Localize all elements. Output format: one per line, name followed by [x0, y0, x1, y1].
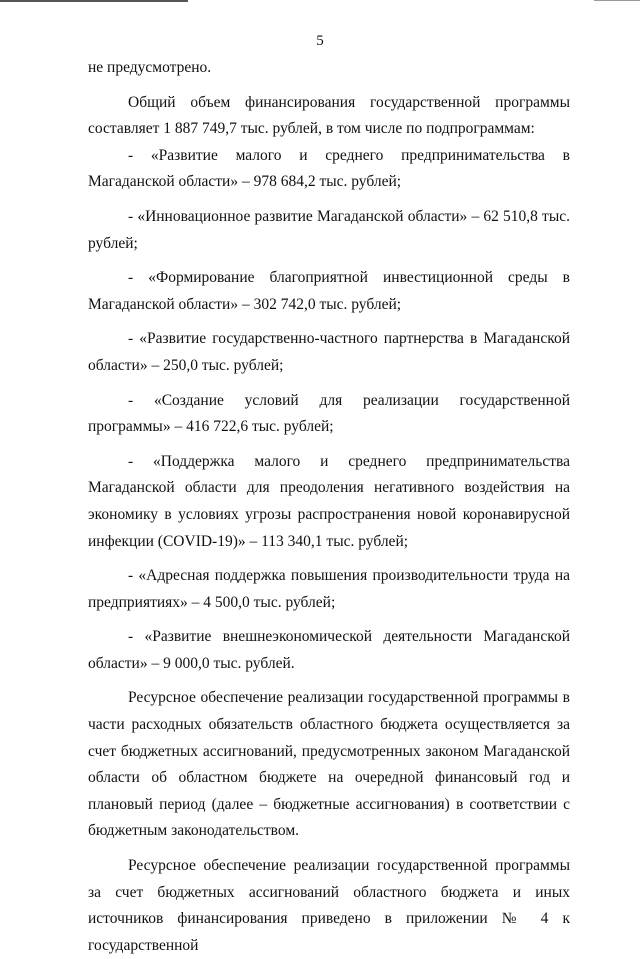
list-item-subprogram: - «Развитие малого и среднего предпринимательства в Магаданской области» – 978 684,2 тыс. рублей; [88, 146, 570, 191]
list-item-subprogram: - «Адресная поддержка повышения производительности труда на предприятиях» – 4 500,0 тыс. рублей; [88, 567, 570, 611]
paragraph-resource-appendix: Ресурсное обеспечение реализации государственной программы за счет бюджетных ассигнований областного бюджета и иных источников финансирования приведено в приложении № 4 к государственной [88, 857, 570, 954]
paragraph-total-funding: Общий объем финансирования государственной программы составляет 1 887 749,7 тыс. рублей, в том числе по подпрограммам: [88, 93, 570, 138]
list-item-subprogram: - «Поддержка малого и среднего предпринимательства Магаданской области для преодоления негативного воздействия на экономику в условиях угрозы распространения новой коронавирусной инфекции (COVID-19)» – 113 340,1 тыс. рублей; [88, 452, 570, 550]
list-item-subprogram: - «Создание условий для реализации государственной программы» – 416 722,6 тыс. рублей; [88, 391, 570, 436]
page-number: 5 [316, 33, 324, 49]
list-item-subprogram: - «Развитие внешнеэкономической деятельности Магаданской области» – 9 000,0 тыс. рублей. [88, 628, 570, 672]
list-item-subprogram: - «Развитие государственно-частного партнерства в Магаданской области» – 250,0 тыс. рублей; [88, 330, 570, 374]
list-item-subprogram: - «Формирование благоприятной инвестиционной среды в Магаданской области» – 302 742,0 тыс. рублей; [88, 269, 570, 313]
list-item-subprogram: - «Инновационное развитие Магаданской области» – 62 510,8 тыс. рублей; [88, 207, 570, 252]
top-border-line-right [594, 0, 640, 1]
top-border-line [0, 0, 188, 2]
paragraph-continuation: не предусмотрено. [88, 59, 212, 76]
document-body [88, 55, 570, 959]
paragraph-resource-provision: Ресурсное обеспечение реализации государственной программы в части расходных обязательств областного бюджета осуществляется за счет бюджетных ассигнований, предусмотренных законом Магаданской области об областном бюджете на очередной финансовый год и плановый период (далее – бюджетные ассигнования) в соответствии с бюджетным законодательством. [88, 689, 570, 840]
